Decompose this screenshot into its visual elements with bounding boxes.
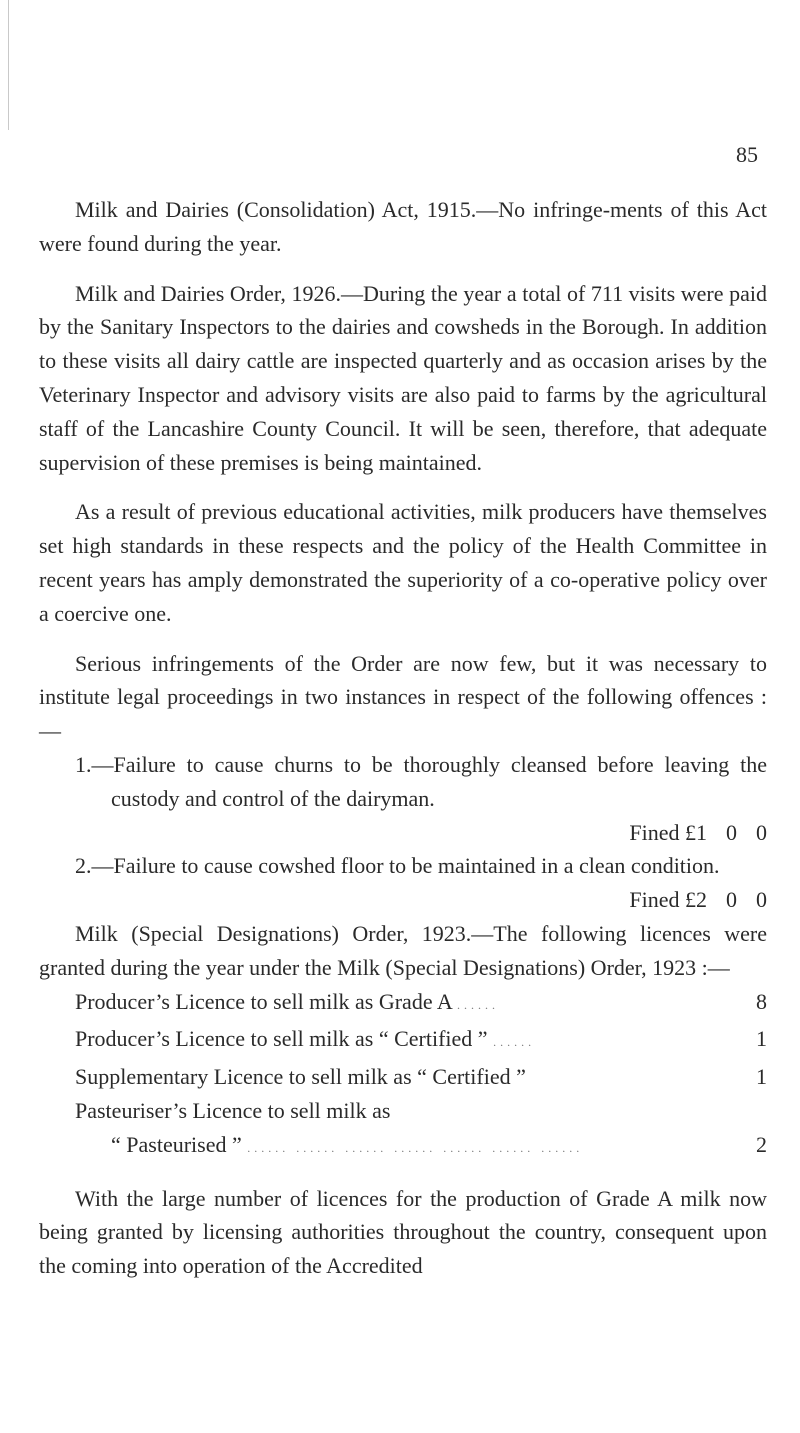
licence-count: 1 [756,1064,767,1090]
page-number: 85 [736,142,758,167]
leader-dots: ...... [493,1035,536,1050]
fine-shillings: 0 [726,887,737,913]
paragraph-consolidation-act: Milk and Dairies (Consolidation) Act, 1915.—No infringe-ments of this Act were found during the year. [39,197,767,256]
leader-dots: ...... [457,997,500,1012]
paragraph-infringements: Serious infringements of the Order are now few, but it was necessary to institute legal proceedings in two instances in respect of the following offences :— [39,650,767,744]
document-body [39,193,767,1283]
licence-list [75,985,767,1166]
paragraph-special-designations: Milk (Special Designations) Order, 1923.—The following licences were granted during the year under the Milk (Special Designations) Order, 1923 :— [39,920,767,980]
licence-row [75,1060,767,1094]
page-edge-line [8,0,9,130]
fine-shillings: 0 [726,819,737,845]
licence-label: Producer’s Licence to sell milk as “ Certified ” [75,1026,488,1052]
offence-text: 2.—Failure to cause cowshed floor to be maintained in a clean condition. [75,853,720,879]
offence-text: 1.—Failure to cause churns to be thoroughly cleansed before leaving the custody and control of the dairyman. [75,751,767,811]
licence-count: 8 [756,988,767,1014]
paragraph-educational-activities: As a result of previous educational activities, milk producers have themselves set high standards in these respects and the policy of the Health Committee in recent years has amply demonstrated the superiority of a co-operative policy over a coercive one. [39,499,767,626]
paragraph-grade-a-licences: With the large number of licences for the production of Grade A milk now being granted by licensing authorities throughout the country, consequent upon the coming into operation of the Accredited [39,1185,767,1279]
offence-fine [75,816,767,850]
licence-label: Supplementary Licence to sell milk as “ Certified ” [75,1064,526,1090]
licence-row [75,985,767,1023]
fine-label: Fined £2 [629,887,707,913]
offence-item [75,748,767,849]
fine-pence: 0 [756,887,767,913]
licence-label: Producer’s Licence to sell milk as Grade A [75,988,452,1014]
offence-fine [75,883,767,917]
licence-label: Pasteuriser’s Licence to sell milk as [75,1097,391,1123]
licence-row [75,1022,767,1060]
licence-count: 1 [756,1026,767,1052]
licence-count: 2 [756,1131,767,1157]
licence-row [75,1094,767,1166]
paragraph-dairies-order: Milk and Dairies Order, 1926.—During the year a total of 711 visits were paid by the Sanitary Inspectors to the dairies and cowsheds in the Borough. In addition to these visits all dairy cattle are inspected quarterly and as occasion arises by the Veterinary Inspector and advisory visits are also paid to farms by the agricultural staff of the Lancashire County Council. It will be seen, therefore, that adequate supervision of these premises is being maintained. [39,280,767,475]
offence-item [75,849,767,917]
licence-label-continued: “ Pasteurised ” [111,1131,242,1157]
fine-pence: 0 [756,819,767,845]
fine-label: Fined £1 [629,819,707,845]
leader-dots: ...... ...... ...... ...... ...... ...... ...... [247,1140,584,1155]
